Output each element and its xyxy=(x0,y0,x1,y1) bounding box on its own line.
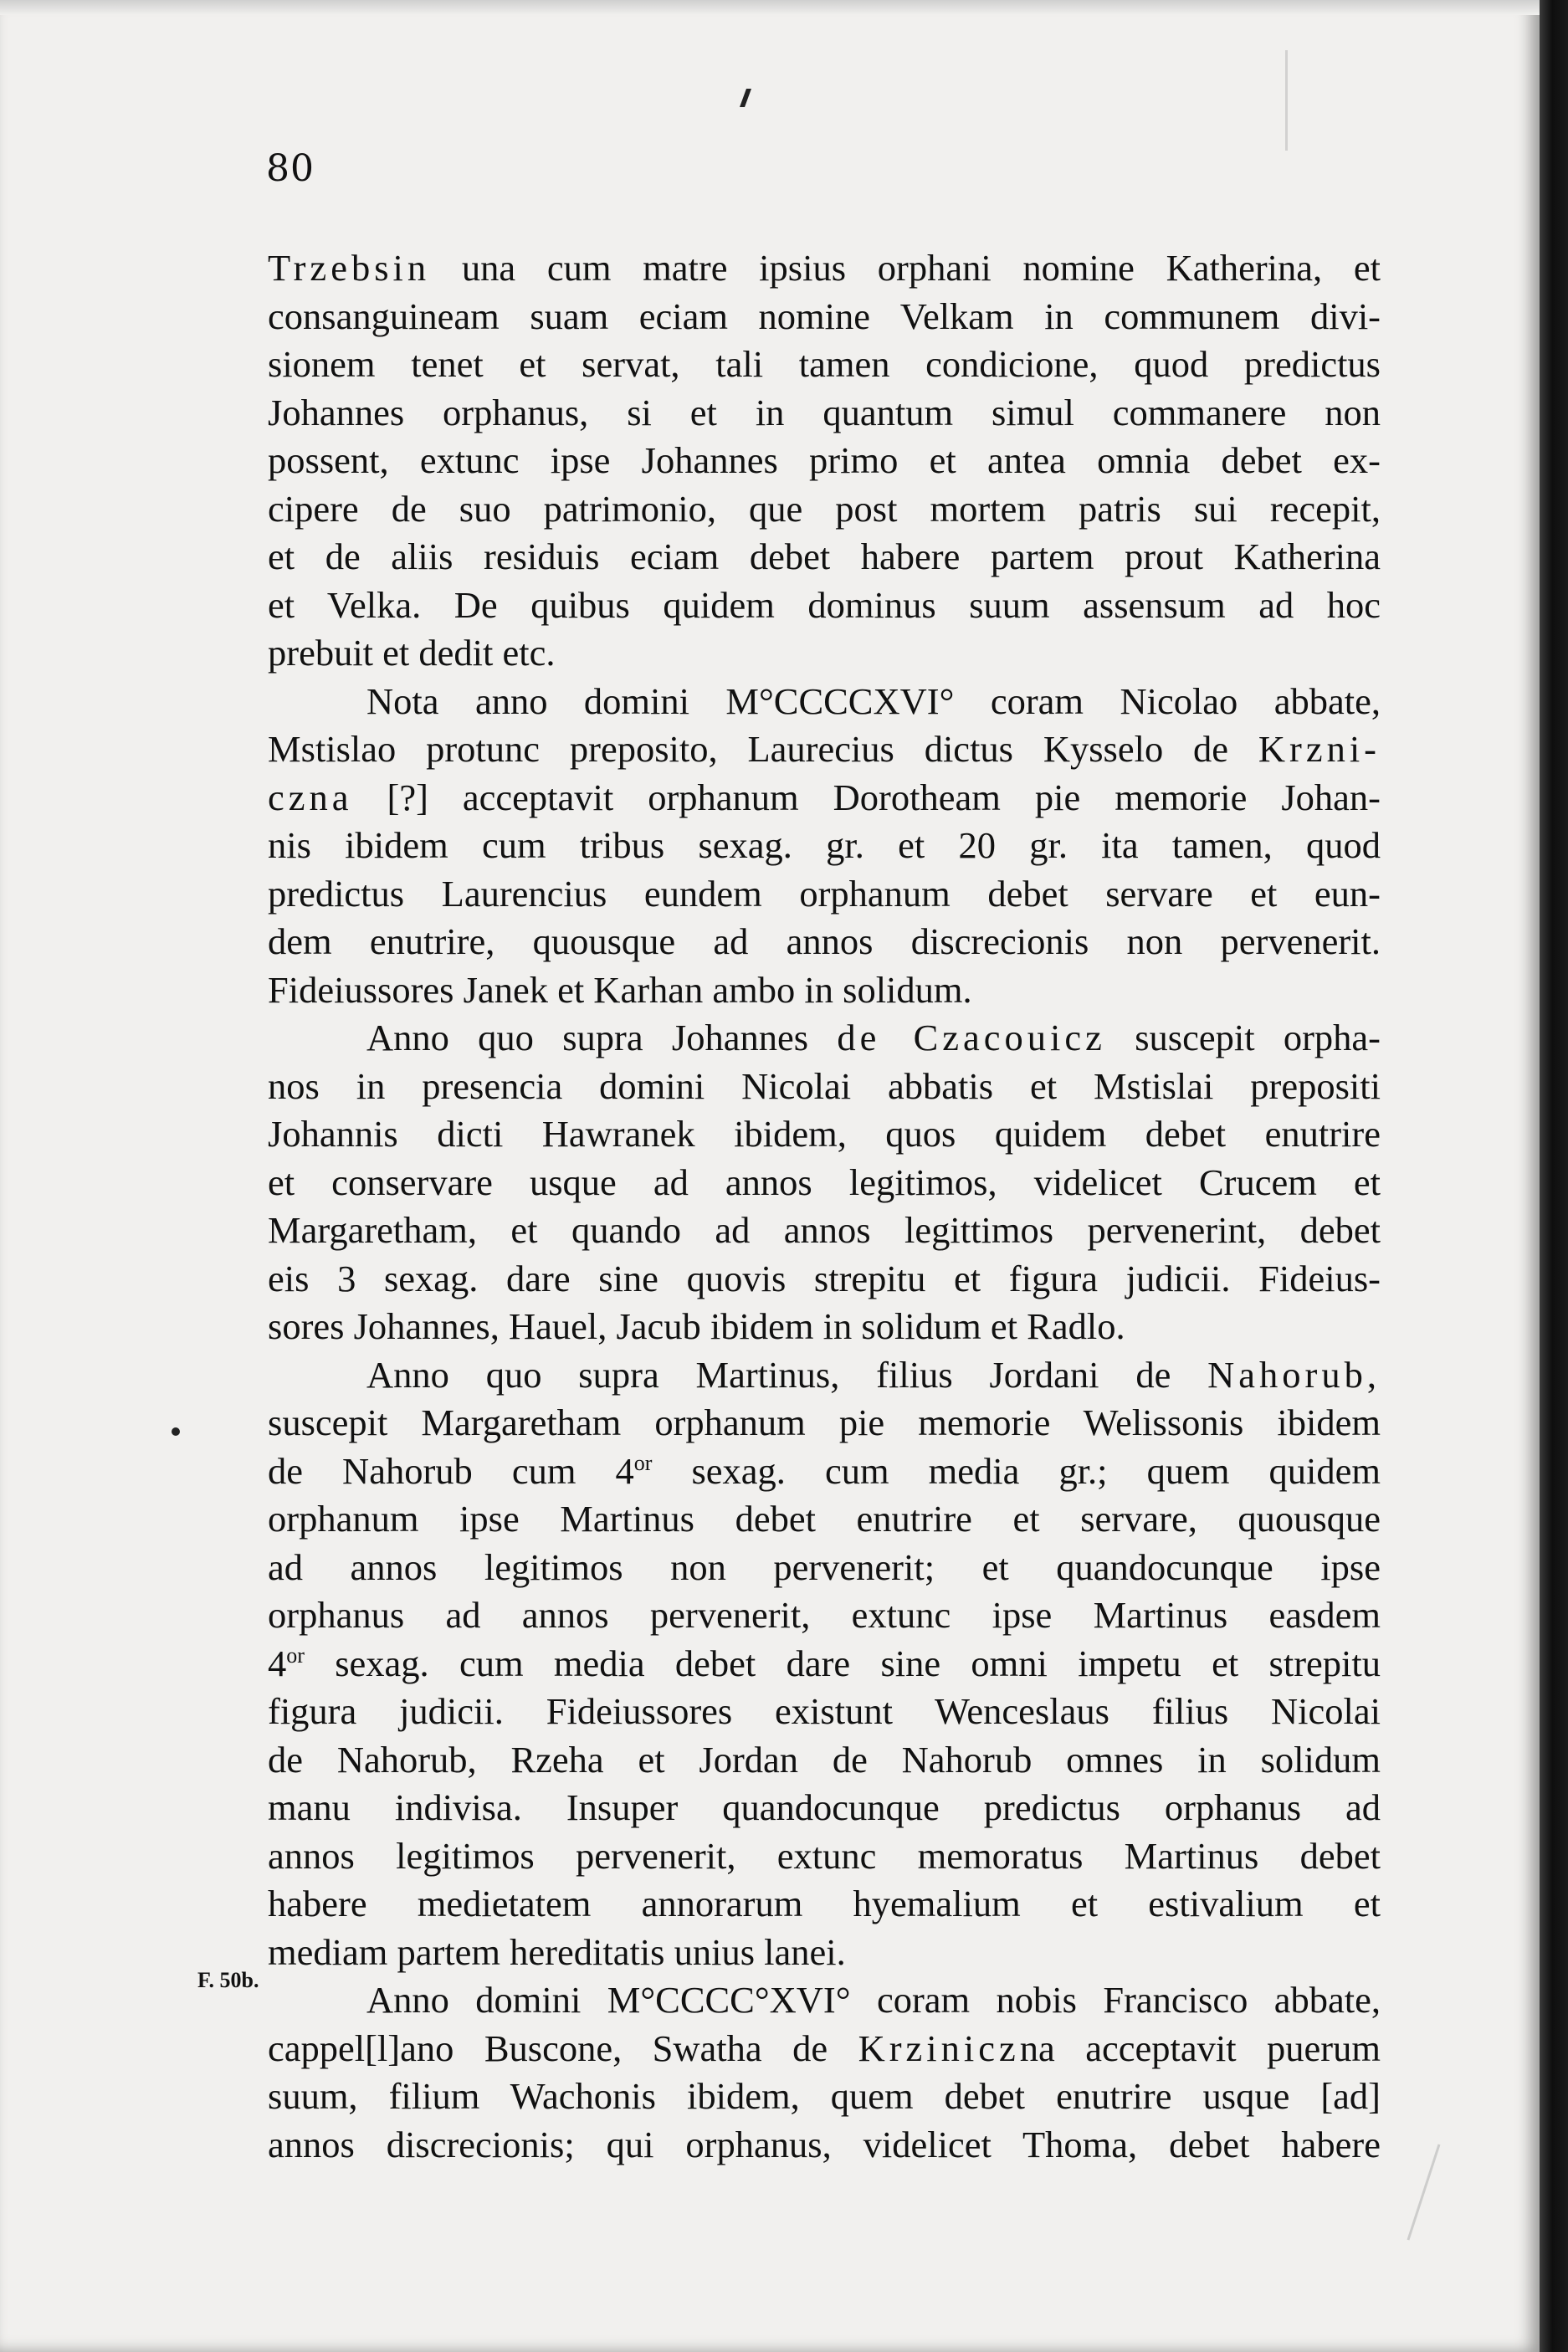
text-segment: suscepit Margaretham orphanum pie memorie Welissonis ibidem xyxy=(268,1401,1381,1443)
text-line xyxy=(268,1544,1381,1592)
spaced-name: de Czacouicz xyxy=(837,1017,1106,1058)
text-line xyxy=(268,1929,1381,1977)
text-segment: cipere de suo patrimonio, que post mortem patris sui recepit, xyxy=(268,487,1381,530)
text-segment: habere medietatem annorarum hyemalium et estivalium et xyxy=(268,1883,1381,1924)
text-line xyxy=(268,2121,1381,2170)
text-line xyxy=(268,1591,1381,1640)
text-segment: de Nahorub, Rzeha et Jordan de Nahorub omnes in solidum xyxy=(268,1738,1381,1781)
scan-tick-mark xyxy=(740,89,751,107)
text-line xyxy=(268,822,1381,870)
text-segment: et Velka. De quibus quidem dominus suum assensum ad hoc xyxy=(268,583,1381,626)
text-segment: eis 3 sexag. dare sine quovis strepitu et figura judicii. Fideius- xyxy=(268,1257,1381,1299)
text-line xyxy=(268,1110,1381,1159)
text-segment: sexag. cum media gr.; quem quidem xyxy=(652,1449,1381,1492)
text-segment: Anno domini M°CCCC°XVI° coram nobis Francisco abbate, xyxy=(366,1979,1381,2021)
text-line xyxy=(268,725,1381,774)
text-segment: figura judicii. Fideiussores existunt Wenceslaus filius Nicolai xyxy=(268,1690,1381,1732)
superscript: or xyxy=(286,1642,305,1668)
spaced-name: Krzinicz xyxy=(858,2027,1020,2069)
text-segment: ad annos legitimos non pervenerit; et quandocunque ipse xyxy=(268,1545,1381,1588)
text-line xyxy=(268,582,1381,630)
text-line xyxy=(268,1495,1381,1544)
text-segment: suum, filium Wachonis ibidem, quem debet enutrire usque [ad] xyxy=(268,2075,1381,2117)
text-segment: predictus Laurencius eundem orphanum debet servare et eun- xyxy=(268,872,1381,915)
text-line xyxy=(268,870,1381,919)
text-segment: annos discrecionis; qui orphanus, videlicet Thoma, debet habere xyxy=(268,2123,1381,2165)
text-segment: orphanum ipse Martinus debet enutrire et servare, quousque xyxy=(268,1498,1381,1540)
text-segment: sionem tenet et servat, tali tamen condicione, quod predictus xyxy=(268,343,1381,385)
text-line xyxy=(268,533,1381,582)
text-line xyxy=(268,1736,1381,1785)
text-line xyxy=(268,1255,1381,1304)
text-segment: Mstislao protunc preposito, Laurecius dictus Kysselo de xyxy=(268,728,1258,770)
text-line xyxy=(268,1159,1381,1207)
superscript: or xyxy=(633,1450,653,1475)
spaced-name: czna xyxy=(268,776,353,818)
text-segment: et de aliis residuis eciam debet habere partem prout Katherina xyxy=(268,535,1381,577)
text-line xyxy=(268,1880,1381,1929)
text-line xyxy=(268,2073,1381,2121)
text-segment: 4 xyxy=(268,1642,287,1684)
margin-dot-mark xyxy=(172,1427,180,1436)
text-line xyxy=(268,1207,1381,1255)
text-line xyxy=(268,966,1381,1015)
paragraph xyxy=(268,1351,1381,1977)
text-line xyxy=(268,678,1381,726)
text-line xyxy=(268,244,1381,293)
text-line xyxy=(268,1351,1381,1400)
text-segment: Johannis dicti Hawranek ibidem, quos quidem debet enutrire xyxy=(268,1113,1381,1155)
text-segment: orphanus ad annos pervenerit, extunc ipse Martinus easdem xyxy=(268,1594,1381,1636)
text-line xyxy=(268,1640,1381,1688)
book-gutter-edge xyxy=(1540,0,1568,2352)
spaced-name: Nahorub, xyxy=(1207,1353,1381,1396)
text-segment: possent, extunc ipse Johannes primo et antea omnia debet ex- xyxy=(268,439,1381,481)
text-segment: dem enutrire, quousque ad annos discrecionis non pervenerit. xyxy=(268,920,1381,962)
text-line xyxy=(268,1063,1381,1111)
text-line xyxy=(268,1014,1381,1063)
text-segment: annos legitimos pervenerit, extunc memoratus Martinus debet xyxy=(268,1834,1381,1877)
text-segment: sexag. cum media debet dare sine omni impetu et strepitu xyxy=(304,1642,1381,1684)
text-line xyxy=(268,1832,1381,1881)
paragraph xyxy=(268,244,1381,678)
text-segment: mediam partem hereditatis unius lanei. xyxy=(268,1930,846,1973)
text-segment: na acceptavit puerum xyxy=(1019,2027,1381,2069)
scan-scratch xyxy=(1407,2144,1441,2240)
text-segment: et conservare usque ad annos legitimos, videlicet Crucem et xyxy=(268,1161,1381,1203)
text-segment: nos in presencia domini Nicolai abbatis et Mstislai prepositi xyxy=(268,1064,1381,1107)
text-line xyxy=(268,1448,1381,1496)
text-line xyxy=(268,485,1381,534)
spaced-name: Krzni- xyxy=(1258,728,1381,770)
paragraph xyxy=(268,1976,1381,2169)
paragraph xyxy=(268,1014,1381,1351)
text-segment: manu indivisa. Insuper quandocunque predictus orphanus ad xyxy=(268,1786,1381,1828)
text-line xyxy=(268,341,1381,389)
text-line xyxy=(268,1399,1381,1448)
text-segment: Anno quo supra Martinus, filius Jordani de xyxy=(366,1353,1208,1396)
text-segment: Fideiussores Janek et Karhan ambo in solidum. xyxy=(268,968,972,1011)
text-segment: de Nahorub cum 4 xyxy=(268,1449,634,1492)
text-segment: [?] acceptavit orphanum Dorotheam pie memorie Johan- xyxy=(352,776,1381,818)
scan-top-edge xyxy=(0,0,1540,15)
page-number: 80 xyxy=(266,147,315,190)
text-line xyxy=(268,437,1381,485)
text-segment: Anno quo supra Johannes xyxy=(366,1017,838,1058)
text-segment: una cum matre ipsius orphani nomine Katherina, et xyxy=(430,247,1381,289)
text-line xyxy=(268,774,1381,822)
text-segment: consanguineam suam eciam nomine Velkam in communem divi- xyxy=(268,295,1381,337)
text-line xyxy=(268,629,1381,678)
text-line xyxy=(268,293,1381,341)
text-line xyxy=(268,1784,1381,1832)
folio-margin-note: F. 50b. xyxy=(197,1968,259,1992)
text-segment: nis ibidem cum tribus sexag. gr. et 20 gr. ita tamen, quod xyxy=(268,824,1381,866)
document-body xyxy=(268,244,1381,2169)
text-segment: Margaretham, et quando ad annos legittimos pervenerint, debet xyxy=(268,1209,1381,1251)
text-line xyxy=(268,918,1381,966)
text-segment: Nota anno domini M°CCCCXVI° coram Nicolao abbate, xyxy=(366,679,1381,722)
text-line xyxy=(268,1688,1381,1736)
text-segment: Johannes orphanus, si et in quantum simul commanere non xyxy=(268,391,1381,433)
text-line xyxy=(268,1303,1381,1351)
text-line xyxy=(268,1976,1381,2025)
text-segment: suscepit orpha- xyxy=(1105,1017,1381,1058)
scan-scratch xyxy=(1285,50,1288,151)
paragraph xyxy=(268,678,1381,1015)
text-line xyxy=(268,2025,1381,2073)
text-line xyxy=(268,389,1381,438)
text-segment: sores Johannes, Hauel, Jacub ibidem in solidum et Radlo. xyxy=(268,1305,1125,1347)
text-segment: cappel[l]ano Buscone, Swatha de xyxy=(268,2027,858,2069)
spaced-name: Trzebsin xyxy=(268,247,431,289)
text-segment: prebuit et dedit etc. xyxy=(268,632,556,674)
